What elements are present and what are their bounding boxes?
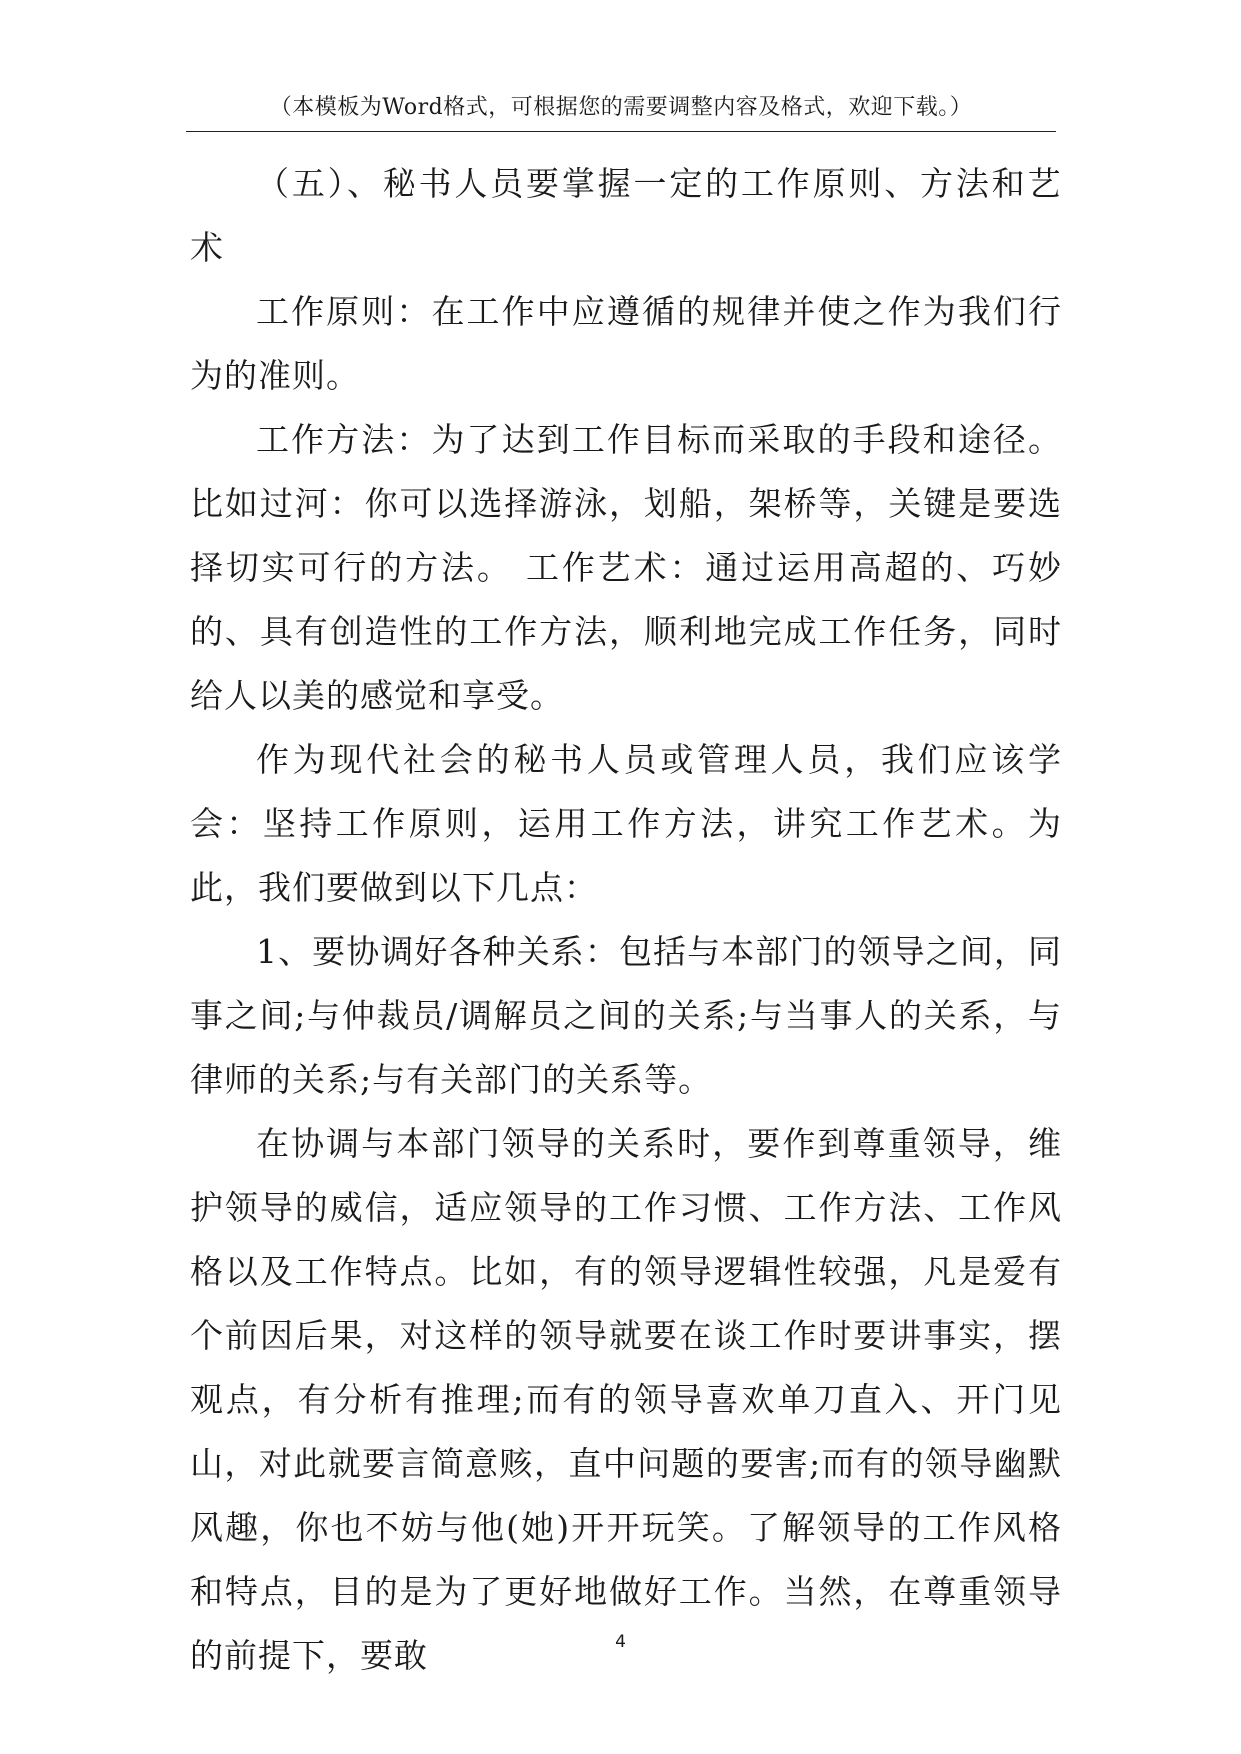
page-number: 4 [615,1632,626,1652]
paragraph-leader-relations: 在协调与本部门领导的关系时，要作到尊重领导，维护领导的威信，适应领导的工作习惯、工作方法、工作风格以及工作特点。比如，有的领导逻辑性较强，凡是爱有个前因后果，对这样的领导就要在谈工作时要讲事实，摆观点，有分析有推理;而有的领导喜欢单刀直入、开门见山，对此就要言简意赅，直中问题的要害;而有的领导幽默风趣，你也不妨与他(她)开开玩笑。了解领导的工作风格和特点，目的是为了更好地做好工作。当然，在尊重领导的前提下，要敢 [190,1124,1062,1675]
header-divider [186,131,1056,132]
paragraph-point-1: 1、要协调好各种关系：包括与本部门的领导之间，同事之间;与仲裁员/调解员之间的关系;与当事人的关系，与律师的关系;与有关部门的关系等。 [190,932,1062,1099]
paragraph-work-method: 工作方法：为了达到工作目标而采取的手段和途径。比如过河：你可以选择游泳，划船，架桥等，关键是要选择切实可行的方法。 工作艺术：通过运用高超的、巧妙的、具有创造性的工作方法，顺利地完成工作任务，同时给人以美的感觉和享受。 [190,420,1062,715]
paragraph-work-principle: 工作原则：在工作中应遵循的规律并使之作为我们行为的准则。 [190,292,1062,395]
page-header-note: （本模板为Word格式，可根据您的需要调整内容及格式，欢迎下载。） [269,95,973,120]
paragraph-modern-secretary: 作为现代社会的秘书人员或管理人员，我们应该学会：坚持工作原则，运用工作方法，讲究工作艺术。为此，我们要做到以下几点： [190,740,1062,907]
section-heading: （五）、秘书人员要掌握一定的工作原则、方法和艺术 [190,164,1062,267]
document-body [190,152,1062,1688]
